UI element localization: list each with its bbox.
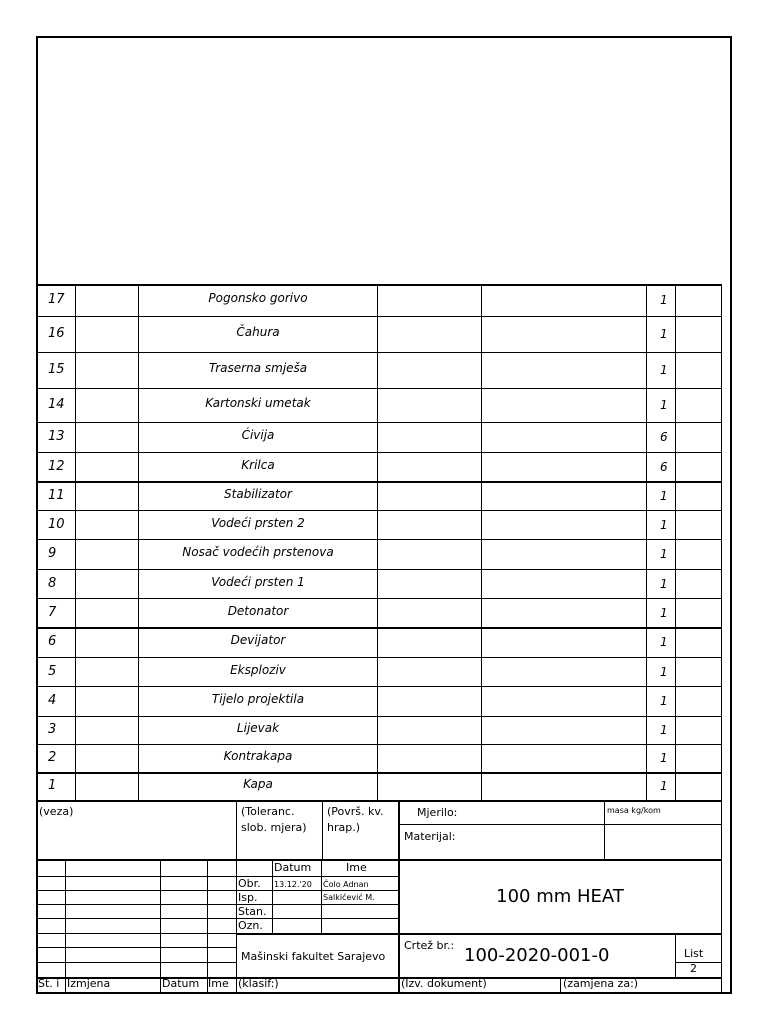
part-quantity: 1 <box>660 576 668 591</box>
part-name: Kontrakapa <box>223 749 293 763</box>
line <box>36 933 236 934</box>
line <box>604 800 605 859</box>
part-quantity: 1 <box>660 694 668 708</box>
line <box>560 977 561 992</box>
list-number: 2 <box>690 962 697 975</box>
part-name: Čahura <box>236 325 280 339</box>
line <box>36 890 398 891</box>
part-name: Pogonsko gorivo <box>208 291 308 305</box>
part-quantity: 1 <box>660 664 668 679</box>
ozn-label: Ozn. <box>238 919 263 932</box>
part-number: 6 <box>48 634 57 649</box>
part-name: Lijevak <box>236 721 280 735</box>
toleranc-label: (Toleranc. <box>241 805 295 818</box>
part-quantity: 1 <box>660 488 668 503</box>
part-quantity: 1 <box>660 779 668 793</box>
part-name: Stabilizator <box>224 486 292 501</box>
drawing-number: 100-2020-001-0 <box>464 945 610 966</box>
part-number: 3 <box>48 722 57 737</box>
zamjena-label: (zamjena za:) <box>563 977 639 990</box>
line <box>36 859 722 861</box>
part-quantity: 1 <box>660 327 668 341</box>
part-number: 15 <box>48 362 65 377</box>
line <box>36 962 236 963</box>
list-label: List <box>684 947 704 960</box>
klasif-label: (klasif:) <box>238 977 279 990</box>
part-number: 10 <box>48 516 65 532</box>
ime-header: Ime <box>346 861 367 874</box>
veza-label: (veza) <box>39 805 74 818</box>
part-number: 1 <box>48 778 57 793</box>
part-number: 12 <box>48 458 65 474</box>
part-number: 4 <box>48 693 57 708</box>
parts-col-line <box>75 284 76 800</box>
part-number: 5 <box>48 663 57 679</box>
part-quantity: 1 <box>660 635 668 649</box>
part-number: 14 <box>48 397 65 412</box>
line <box>721 800 722 992</box>
part-number: 11 <box>48 487 65 503</box>
part-number: 17 <box>48 292 65 307</box>
part-number: 2 <box>48 750 57 765</box>
title-block-top-border <box>36 800 722 802</box>
line <box>236 800 237 992</box>
part-name: Kartonski umetak <box>205 396 311 410</box>
part-quantity: 1 <box>660 398 668 412</box>
line <box>36 904 398 905</box>
part-name: Traserna smješa <box>208 361 308 375</box>
isp-label: Isp. <box>238 891 258 904</box>
parts-col-line <box>675 284 676 800</box>
drawing-title: 100 mm HEAT <box>496 886 624 907</box>
part-name: Vodeći prsten 2 <box>211 515 305 530</box>
part-quantity: 1 <box>660 547 668 561</box>
line <box>322 800 323 859</box>
parts-col-line <box>646 284 647 800</box>
part-name: Ćivija <box>241 428 275 442</box>
part-name: Vodeći prsten 1 <box>211 574 305 589</box>
line <box>36 918 398 919</box>
povrs-label-2: hrap.) <box>327 821 361 834</box>
line <box>675 933 676 977</box>
datum-bottom-label: Datum <box>162 977 200 990</box>
part-quantity: 6 <box>660 459 668 474</box>
toleranc-label-2: slob. mjera) <box>241 821 307 834</box>
parts-col-line <box>721 284 722 800</box>
line <box>207 859 208 992</box>
datum-header: Datum <box>274 861 312 874</box>
line <box>36 876 398 877</box>
part-name: Kapa <box>243 777 273 791</box>
mjerilo-label: Mjerilo: <box>417 806 458 819</box>
line <box>236 933 722 935</box>
part-quantity: 1 <box>660 723 668 737</box>
part-name: Nosač vodećih prstenova <box>182 545 334 559</box>
part-number: 9 <box>48 546 57 561</box>
line <box>321 859 322 933</box>
part-name: Detonator <box>227 603 289 618</box>
isp-name: Salkićević M. <box>323 893 375 902</box>
st-i-label: St. i <box>38 977 60 990</box>
part-number: 16 <box>48 326 65 341</box>
part-quantity: 6 <box>660 430 668 444</box>
line <box>272 859 273 933</box>
masa-label: masa kg/kom <box>607 806 661 815</box>
faculty-name: Mašinski fakultet Sarajevo <box>241 950 386 963</box>
part-number: 7 <box>48 604 57 620</box>
izmjena-label: Izmjena <box>67 977 111 990</box>
materijal-label: Materijal: <box>404 830 456 843</box>
part-number: 8 <box>48 575 57 591</box>
line <box>675 962 722 963</box>
obr-label: Obr. <box>238 877 261 890</box>
part-name: Eksploziv <box>230 662 286 677</box>
part-number: 13 <box>48 429 65 444</box>
line <box>36 947 236 948</box>
stan-label: Stan. <box>238 905 267 918</box>
izv-dokument-label: (Izv. dokument) <box>401 977 487 990</box>
part-quantity: 1 <box>660 363 668 377</box>
line <box>65 859 66 992</box>
obr-date: 13.12.'20 <box>274 880 312 889</box>
part-name: Tijelo projektila <box>211 692 305 706</box>
ime-bottom-label: Ime <box>208 977 229 990</box>
part-name: Devijator <box>230 633 286 647</box>
part-quantity: 1 <box>660 751 668 765</box>
povrs-label: (Površ. kv. <box>327 805 384 818</box>
part-quantity: 1 <box>660 293 668 307</box>
line <box>160 859 161 992</box>
part-name: Krilca <box>241 457 275 472</box>
obr-name: Čolo Adnan <box>323 880 369 889</box>
crtez-label: Crtež br.: <box>404 939 455 952</box>
parts-col-line <box>481 284 482 800</box>
part-quantity: 1 <box>660 605 668 620</box>
line <box>398 824 722 825</box>
part-quantity: 1 <box>660 517 668 532</box>
